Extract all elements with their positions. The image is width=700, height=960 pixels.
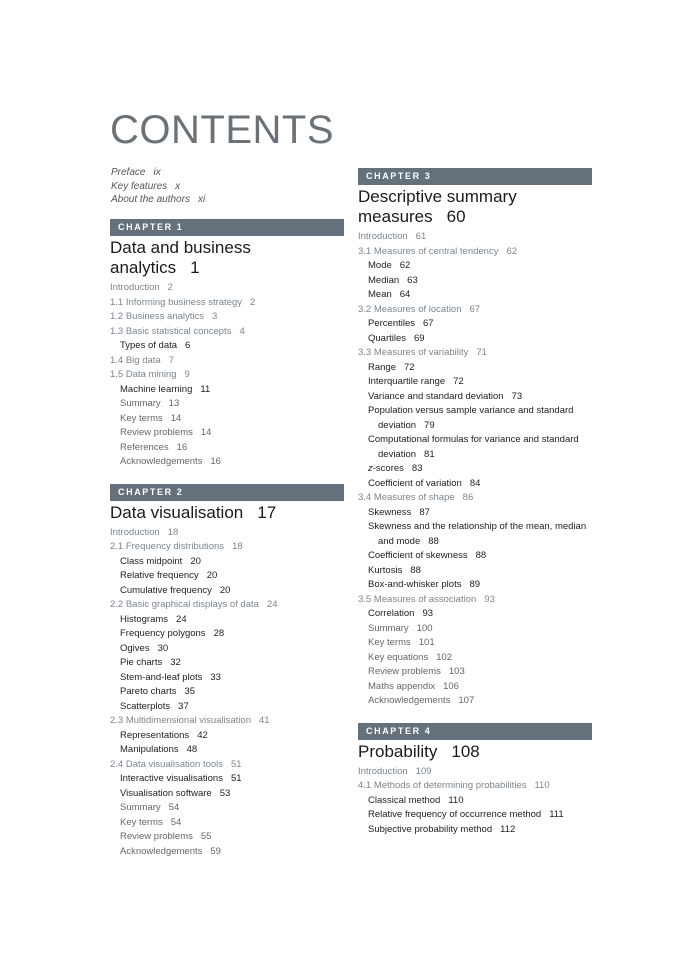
entry-page: 33 bbox=[210, 671, 221, 683]
entry-page: 106 bbox=[443, 680, 459, 692]
entry-page: 11 bbox=[200, 383, 211, 395]
toc-entry[interactable] bbox=[110, 801, 344, 816]
toc-section[interactable] bbox=[110, 598, 344, 613]
entry-page: 64 bbox=[399, 289, 411, 300]
chapter-title[interactable]: Descriptive summary measures 60 bbox=[358, 187, 517, 226]
entry-page: 109 bbox=[415, 765, 432, 777]
toc-entry[interactable] bbox=[358, 375, 592, 390]
entry-label: Relative frequency bbox=[120, 570, 199, 581]
entry-page: 20 bbox=[206, 570, 218, 581]
toc-entry[interactable] bbox=[358, 808, 592, 823]
entry-label: 1.2 Business analytics bbox=[110, 311, 204, 322]
entry-label: 3.5 Measures of association bbox=[358, 593, 477, 605]
toc-section[interactable] bbox=[110, 540, 344, 555]
entry-page: 63 bbox=[407, 274, 418, 286]
toc-entry[interactable] bbox=[110, 772, 344, 787]
entry-page: 7 bbox=[168, 354, 175, 366]
entry-label: 1.4 Big data bbox=[110, 354, 161, 366]
toc-entry[interactable] bbox=[358, 433, 592, 462]
entry-label: 1.1 Informing business strategy bbox=[110, 296, 243, 308]
toc-entry[interactable] bbox=[110, 830, 344, 845]
entry-label: Manipulations bbox=[120, 744, 179, 755]
entry-label: Ogives bbox=[120, 642, 150, 654]
entry-label: Percentiles bbox=[368, 318, 415, 329]
entry-label: 3.2 Measures of location bbox=[358, 303, 462, 315]
entry-page: 24 bbox=[266, 599, 278, 610]
entry-label: Interquartile range bbox=[368, 376, 446, 387]
entry-label: Median bbox=[368, 274, 400, 286]
entry-label: Representations bbox=[120, 729, 190, 741]
entry-page: 48 bbox=[186, 744, 198, 755]
toc-entry[interactable] bbox=[358, 404, 592, 433]
entry-page: 16 bbox=[176, 441, 188, 453]
entry-label: Stem-and-leaf plots bbox=[120, 671, 203, 683]
entry-label: Subjective probability method bbox=[368, 823, 493, 835]
toc-entry[interactable] bbox=[110, 627, 344, 642]
toc-entry[interactable] bbox=[110, 613, 344, 628]
entry-page: 9 bbox=[184, 369, 190, 380]
entry-label: Range bbox=[368, 361, 396, 373]
entry-page: 2 bbox=[167, 282, 173, 293]
entry-label: Acknowledgements bbox=[368, 695, 451, 706]
entry-label: Mean bbox=[368, 289, 392, 300]
chapter-bar: CHAPTER 4 bbox=[358, 723, 592, 740]
entry-label: Interactive visualisations bbox=[120, 773, 223, 784]
entry-page: 79 bbox=[424, 419, 435, 431]
entry-page: 16 bbox=[210, 456, 221, 467]
entry-label: 2.3 Multidimensional visualisation bbox=[110, 715, 251, 726]
left-column bbox=[110, 219, 344, 873]
entry-label: Review problems bbox=[120, 427, 193, 438]
toc-entry[interactable] bbox=[358, 665, 592, 680]
entry-page: 72 bbox=[453, 376, 464, 387]
entry-label: Population versus sample variance and standard deviation bbox=[368, 405, 574, 431]
toc-entry[interactable] bbox=[110, 671, 344, 686]
entry-page: 93 bbox=[484, 593, 495, 605]
entry-label: Class midpoint bbox=[120, 555, 183, 567]
entry-page: 14 bbox=[200, 427, 212, 438]
entry-page: 67 bbox=[423, 318, 434, 329]
toc-section[interactable] bbox=[358, 245, 592, 260]
entry-page: 51 bbox=[230, 773, 242, 784]
entry-page: 54 bbox=[168, 802, 180, 813]
entry-page: 88 bbox=[410, 564, 421, 576]
toc-entry[interactable] bbox=[110, 455, 344, 470]
prelim-item[interactable]: Key features x bbox=[111, 180, 181, 192]
toc-entry[interactable] bbox=[358, 361, 592, 376]
entry-page: 71 bbox=[476, 347, 487, 358]
entry-label: Key equations bbox=[368, 651, 429, 663]
toc-entry[interactable] bbox=[358, 651, 592, 666]
entry-label: Mode bbox=[368, 260, 392, 271]
toc-entry[interactable] bbox=[358, 823, 592, 838]
toc-entry[interactable] bbox=[358, 259, 592, 274]
entry-label: Coefficient of variation bbox=[368, 477, 462, 489]
entry-page: 32 bbox=[170, 657, 181, 668]
chapter-2 bbox=[110, 484, 344, 860]
entry-label: Review problems bbox=[368, 666, 441, 677]
entry-page: 111 bbox=[549, 809, 564, 820]
entry-page: 100 bbox=[416, 622, 433, 634]
entry-page: 87 bbox=[419, 506, 430, 518]
toc-entry[interactable] bbox=[110, 441, 344, 456]
entry-page: 69 bbox=[414, 332, 425, 344]
entry-label: Key terms bbox=[368, 637, 411, 648]
entry-label: Classical method bbox=[368, 794, 441, 806]
toc-entry[interactable] bbox=[110, 584, 344, 599]
toc-entry[interactable] bbox=[110, 743, 344, 758]
entry-page: 4 bbox=[239, 325, 245, 337]
entry-page: 107 bbox=[458, 695, 475, 706]
toc-entry[interactable] bbox=[110, 426, 344, 441]
toc-section[interactable] bbox=[110, 526, 344, 541]
entry-label: 2.1 Frequency distributions bbox=[110, 541, 225, 552]
entry-page: 18 bbox=[167, 526, 179, 538]
toc-entry[interactable] bbox=[110, 700, 344, 715]
chapter-1 bbox=[110, 219, 344, 470]
toc-entry[interactable] bbox=[358, 694, 592, 709]
right-column bbox=[358, 168, 592, 851]
toc-entry[interactable] bbox=[110, 339, 344, 354]
entry-label: Types of data bbox=[120, 340, 178, 351]
toc-section[interactable] bbox=[110, 368, 344, 383]
entry-label: Introduction bbox=[358, 231, 408, 242]
entry-page: 20 bbox=[190, 555, 201, 567]
entry-label: Introduction bbox=[358, 765, 408, 777]
entry-label: Histograms bbox=[120, 613, 169, 625]
entry-page: 73 bbox=[511, 390, 523, 402]
entry-page: 103 bbox=[448, 666, 465, 677]
chapter-entries bbox=[110, 526, 344, 860]
entry-label: Pareto charts bbox=[120, 686, 177, 697]
entry-page: 89 bbox=[469, 579, 481, 590]
entry-label: Pie charts bbox=[120, 657, 163, 668]
entry-page: 6 bbox=[185, 340, 191, 351]
entry-label: Frequency polygons bbox=[120, 628, 206, 639]
toc-entry[interactable] bbox=[358, 607, 592, 622]
entry-page: 30 bbox=[157, 642, 169, 654]
entry-page: 41 bbox=[259, 715, 270, 726]
entry-page: 53 bbox=[219, 787, 231, 799]
chapter-title[interactable]: Data visualisation 17 bbox=[110, 502, 277, 522]
entry-label: 1.3 Basic statistical concepts bbox=[110, 325, 232, 337]
entry-label: Summary bbox=[120, 802, 161, 813]
chapter-entries bbox=[358, 765, 592, 838]
entry-page: 42 bbox=[197, 729, 208, 741]
entry-label: Quartiles bbox=[368, 332, 407, 344]
entry-label-italic: z bbox=[368, 463, 373, 474]
toc-section[interactable] bbox=[358, 491, 592, 506]
prelim-item[interactable]: Preface ix bbox=[111, 167, 161, 178]
entry-label: Key terms bbox=[120, 816, 163, 828]
entry-page: 93 bbox=[422, 608, 434, 619]
toc-entry[interactable] bbox=[358, 317, 592, 332]
entry-label: 2.2 Basic graphical displays of data bbox=[110, 599, 259, 610]
toc-entry[interactable] bbox=[110, 787, 344, 802]
toc-entry[interactable] bbox=[358, 578, 592, 593]
entry-page: 83 bbox=[411, 463, 423, 474]
toc-entry[interactable] bbox=[110, 397, 344, 412]
toc-section[interactable] bbox=[110, 758, 344, 773]
entry-page: 59 bbox=[210, 845, 221, 857]
entry-label: References bbox=[120, 441, 169, 453]
entry-label: Acknowledgements bbox=[120, 845, 203, 857]
entry-page: 62 bbox=[399, 260, 411, 271]
entry-page: 14 bbox=[170, 412, 182, 424]
toc-entry[interactable] bbox=[110, 729, 344, 744]
entry-label: Kurtosis bbox=[368, 564, 403, 576]
toc-entry[interactable] bbox=[358, 520, 592, 549]
toc-section[interactable] bbox=[110, 325, 344, 340]
entry-page: 18 bbox=[232, 541, 243, 552]
entry-page: 81 bbox=[424, 448, 435, 460]
entry-page: 28 bbox=[213, 628, 225, 639]
toc-entry[interactable] bbox=[358, 332, 592, 347]
entry-label: -scores bbox=[372, 463, 404, 474]
entry-label: Box-and-whisker plots bbox=[368, 579, 462, 590]
toc-entry[interactable] bbox=[110, 816, 344, 831]
entry-label: Correlation bbox=[368, 608, 415, 619]
toc-entry[interactable] bbox=[358, 274, 592, 289]
entry-page: 110 bbox=[534, 780, 550, 791]
toc-section[interactable] bbox=[358, 765, 592, 780]
toc-section[interactable] bbox=[110, 354, 344, 369]
entry-label: 3.1 Measures of central tendency bbox=[358, 245, 499, 257]
toc-entry[interactable] bbox=[110, 685, 344, 700]
entry-page: 2 bbox=[250, 296, 256, 308]
chapter-bar: CHAPTER 3 bbox=[358, 168, 592, 185]
toc-entry[interactable] bbox=[358, 794, 592, 809]
toc-section[interactable] bbox=[110, 281, 344, 296]
entry-page: 54 bbox=[170, 816, 182, 828]
toc-section[interactable] bbox=[110, 310, 344, 325]
entry-label: Skewness and the relationship of the mean, median and mode bbox=[368, 521, 587, 547]
chapter-title[interactable]: Data and business analytics 1 bbox=[110, 238, 251, 277]
entry-page: 24 bbox=[176, 613, 187, 625]
toc-section[interactable] bbox=[110, 714, 344, 729]
entry-label: Visualisation software bbox=[120, 787, 212, 799]
toc-entry[interactable] bbox=[358, 390, 592, 405]
toc-entry[interactable] bbox=[358, 288, 592, 303]
entry-page: 35 bbox=[184, 686, 196, 697]
toc-entry[interactable] bbox=[358, 462, 592, 477]
chapter-entries bbox=[110, 281, 344, 470]
entry-page: 110 bbox=[448, 794, 464, 806]
toc-entry[interactable] bbox=[110, 412, 344, 427]
entry-label: Summary bbox=[368, 622, 409, 634]
entry-page: 37 bbox=[178, 700, 189, 712]
toc-entry[interactable] bbox=[110, 656, 344, 671]
entry-page: 86 bbox=[462, 492, 474, 503]
entry-page: 51 bbox=[231, 758, 242, 770]
toc-entry[interactable] bbox=[358, 506, 592, 521]
toc-entry[interactable] bbox=[358, 549, 592, 564]
entry-page: 62 bbox=[506, 245, 518, 257]
entry-page: 88 bbox=[475, 550, 487, 561]
entry-label: Machine learning bbox=[120, 383, 193, 395]
toc-entry[interactable] bbox=[110, 383, 344, 398]
chapter-bar: CHAPTER 2 bbox=[110, 484, 344, 501]
entry-label: Summary bbox=[120, 398, 161, 409]
entry-label: Acknowledgements bbox=[120, 456, 203, 467]
toc-entry[interactable] bbox=[110, 845, 344, 860]
entry-page: 112 bbox=[500, 823, 516, 835]
chapter-3 bbox=[358, 168, 592, 709]
entry-label: 3.4 Measures of shape bbox=[358, 492, 455, 503]
toc-entry[interactable] bbox=[110, 642, 344, 657]
entry-page: 13 bbox=[168, 398, 180, 409]
toc-entry[interactable] bbox=[110, 569, 344, 584]
entry-label: 1.5 Data mining bbox=[110, 369, 177, 380]
toc-section[interactable] bbox=[358, 593, 592, 608]
entry-label: 3.3 Measures of variability bbox=[358, 347, 469, 358]
entry-page: 102 bbox=[436, 651, 453, 663]
toc-entry[interactable] bbox=[358, 564, 592, 579]
entry-page: 88 bbox=[428, 535, 439, 547]
entry-page: 3 bbox=[212, 311, 218, 322]
toc-entry[interactable] bbox=[110, 555, 344, 570]
toc-entry[interactable] bbox=[358, 636, 592, 651]
entry-label: Scatterplots bbox=[120, 700, 171, 712]
toc-section[interactable] bbox=[358, 303, 592, 318]
entry-page: 72 bbox=[404, 361, 415, 373]
entry-page: 101 bbox=[418, 637, 435, 648]
toc-entry[interactable] bbox=[358, 680, 592, 695]
toc-section[interactable] bbox=[358, 779, 592, 794]
entry-label: Review problems bbox=[120, 831, 193, 842]
entry-label: Key terms bbox=[120, 412, 163, 424]
chapter-title[interactable]: Probability 108 bbox=[358, 741, 480, 761]
prelims-list bbox=[111, 166, 205, 207]
toc-entry[interactable] bbox=[358, 477, 592, 492]
toc-entry[interactable] bbox=[358, 622, 592, 637]
entry-page: 61 bbox=[415, 231, 427, 242]
entry-label: Variance and standard deviation bbox=[368, 390, 504, 402]
entry-label: Relative frequency of occurrence method bbox=[368, 809, 542, 820]
entry-label: Introduction bbox=[110, 282, 160, 293]
entry-label: Introduction bbox=[110, 526, 160, 538]
entry-page: 84 bbox=[469, 477, 481, 489]
toc-section[interactable] bbox=[110, 296, 344, 311]
chapter-4 bbox=[358, 723, 592, 838]
entry-page: 67 bbox=[469, 303, 481, 315]
entry-label: Maths appendix bbox=[368, 680, 436, 692]
entry-label: 2.4 Data visualisation tools bbox=[110, 758, 224, 770]
prelim-item[interactable]: About the authors xi bbox=[111, 194, 206, 205]
entry-label: Cumulative frequency bbox=[120, 584, 212, 596]
chapter-bar: CHAPTER 1 bbox=[110, 219, 344, 236]
toc-section[interactable] bbox=[358, 230, 592, 245]
entry-label: Skewness bbox=[368, 506, 412, 518]
chapter-entries bbox=[358, 230, 592, 709]
entry-label: Computational formulas for variance and standard deviation bbox=[368, 434, 579, 460]
entry-label: 4.1 Methods of determining probabilities bbox=[358, 780, 527, 791]
entry-page: 20 bbox=[219, 584, 231, 596]
page-title: CONTENTS bbox=[110, 108, 334, 152]
toc-section[interactable] bbox=[358, 346, 592, 361]
entry-page: 55 bbox=[200, 831, 212, 842]
entry-label: Coefficient of skewness bbox=[368, 550, 468, 561]
